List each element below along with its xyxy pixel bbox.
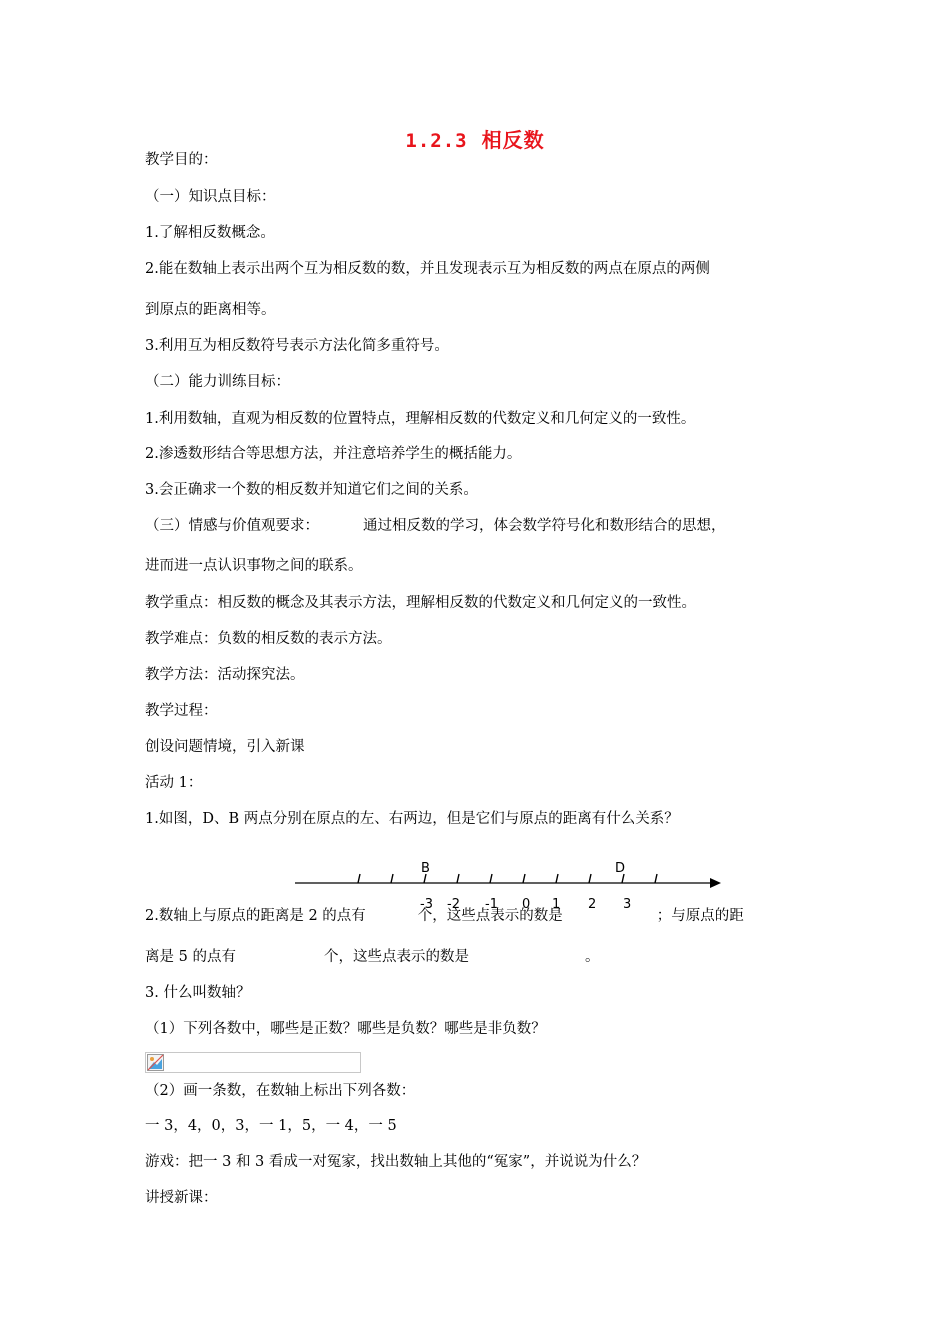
teaching-goals-heading: 教学目的： xyxy=(145,152,218,168)
tick-label: -3 xyxy=(420,897,433,912)
axis-arrow xyxy=(710,878,721,888)
tick-label: 3 xyxy=(623,897,632,912)
knowledge-goal-3: 3.利用互为相反数符号表示方法化简多重符号。 xyxy=(145,338,449,354)
knowledge-goal-2-cont: 到原点的距离相等。 xyxy=(145,302,276,318)
ability-goal-2: 2.渗透数形结合等思想方法，并注意培养学生的概括能力。 xyxy=(145,446,522,462)
teaching-focus: 教学重点：相反数的概念及其表示方法，理解相反数的代数定义和几何定义的一致性。 xyxy=(145,595,696,611)
values-goal xyxy=(145,516,726,536)
knowledge-goals-heading: （一）知识点目标： xyxy=(145,189,276,205)
teaching-method: 教学方法：活动探究法。 xyxy=(145,667,305,683)
question-3: 3. 什么叫数轴？ xyxy=(145,985,251,1001)
ability-goal-3: 3.会正确求一个数的相反数并知道它们之间的关系。 xyxy=(145,482,478,498)
question-2-part-e: 个，这些点表示的数是 xyxy=(323,949,469,965)
question-2-part-f: 。 xyxy=(584,949,600,965)
broken-image-icon xyxy=(147,1054,164,1071)
question-3-2: （2）画一条数，在数轴上标出下列各数： xyxy=(145,1083,416,1099)
tick-label: -2 xyxy=(447,897,460,912)
question-2-part-c: ；与原点的距 xyxy=(656,908,744,924)
values-goal-cont: 进而进一点认识事物之间的联系。 xyxy=(145,558,363,574)
game-prompt: 游戏：把一 3 和 3 看成一对冤家，找出数轴上其他的“冤家”，并说说为什么？ xyxy=(145,1154,647,1170)
question-3-1: （1）下列各数中，哪些是正数？哪些是负数？哪些是非负数？ xyxy=(145,1021,546,1037)
tick-label: -1 xyxy=(485,897,498,912)
section-number: 1.2.3 xyxy=(405,130,468,152)
ability-goals-heading: （二）能力训练目标： xyxy=(145,374,290,390)
page-title xyxy=(0,124,950,153)
activity-heading: 活动 1： xyxy=(145,775,203,791)
broken-image-placeholder xyxy=(145,1052,361,1073)
tick-marks xyxy=(358,874,657,883)
section-title: 相反数 xyxy=(481,128,545,152)
tick-label: 1 xyxy=(552,897,561,912)
tick-label: 2 xyxy=(588,897,597,912)
number-list: 一 3，4，0，3，一 1，5，一 4，一 5 xyxy=(145,1118,397,1134)
new-lesson-heading: 讲授新课： xyxy=(145,1190,218,1206)
intro-heading: 创设问题情境，引入新课 xyxy=(145,739,305,755)
point-label-d: D xyxy=(615,861,626,876)
teaching-process-heading: 教学过程： xyxy=(145,703,218,719)
question-2-part-d: 离是 5 的点有 xyxy=(145,949,236,965)
question-2 xyxy=(145,906,744,926)
knowledge-goal-1: 1.了解相反数概念。 xyxy=(145,225,275,241)
question-2-cont xyxy=(145,947,599,967)
question-2-part-a: 2.数轴上与原点的距离是 2 的点有 xyxy=(145,908,366,924)
knowledge-goal-2: 2.能在数轴上表示出两个互为相反数的数，并且发现表示互为相反数的两点在原点的两侧 xyxy=(145,261,710,277)
point-label-b: B xyxy=(421,861,430,876)
tick-label: 0 xyxy=(522,897,531,912)
teaching-difficulty: 教学难点：负数的相反数的表示方法。 xyxy=(145,631,392,647)
values-goal-text: 通过相反数的学习，体会数学符号化和数形结合的思想， xyxy=(363,518,726,534)
question-2-part-b: 个，这些点表示的数是 xyxy=(417,908,563,924)
ability-goal-1: 1.利用数轴，直观为相反数的位置特点，理解相反数的代数定义和几何定义的一致性。 xyxy=(145,411,696,427)
number-line-figure xyxy=(290,852,730,912)
values-goal-heading: （三）情感与价值观要求： xyxy=(145,518,319,534)
question-1: 1.如图，D、B 两点分别在原点的左、右两边，但是它们与原点的距离有什么关系？ xyxy=(145,811,679,827)
